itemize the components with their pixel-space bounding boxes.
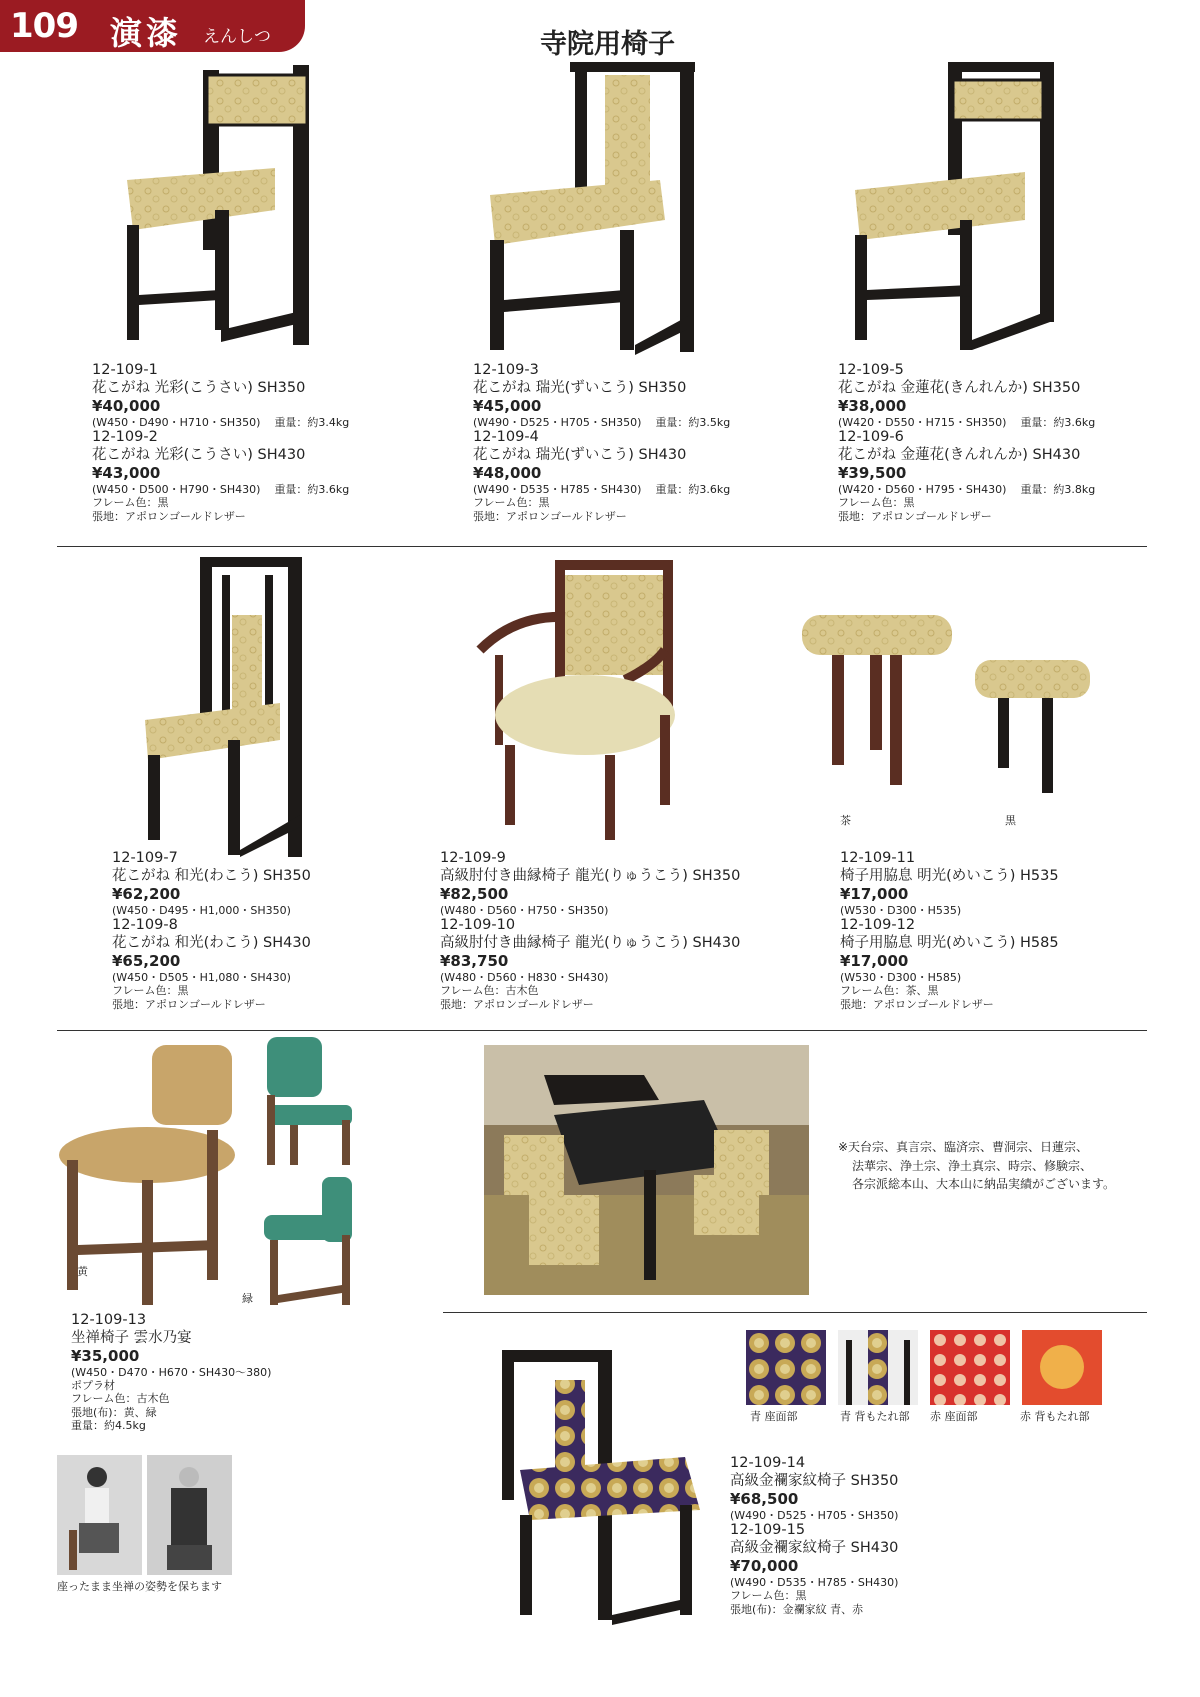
product-code: 12-109-1 [92,362,158,378]
product-dims: (W490・D535・H785・SH430) [473,482,642,496]
product-price: ¥38,000 [838,397,907,416]
frame-color: フレーム色：黒 [112,984,189,998]
product-code: 12-109-11 [840,850,916,866]
product-code: 12-109-3 [473,362,539,378]
product-price: ¥17,000 [840,952,909,971]
product-block-kinrenka [838,362,1188,523]
section-divider [443,1312,1147,1313]
product-price: ¥39,500 [838,464,907,483]
fabric: 張地：アポロンゴールドレザー [92,509,246,523]
series-kana: えんしつ [203,27,271,47]
fabric: 張地：アポロンゴールドレザー [840,997,994,1011]
chair-kinrenka-image [850,60,1065,360]
product-name: 花こがね 金蓮花(きんれんか) SH350 [838,379,1081,396]
product-price: ¥65,200 [112,952,181,971]
note-line: 各宗派総本山、大本山に納品実績がございます。 [852,1177,1116,1192]
chair-zuiko-image [485,60,720,360]
chair-wako-image [140,555,320,860]
product-block-wako [112,850,432,1011]
product-code: 12-109-8 [112,917,178,934]
armrests-meiko-image [800,610,1100,805]
product-code: 12-109-6 [838,429,904,446]
section-divider [57,546,1147,547]
product-code: 12-109-7 [112,850,178,866]
product-dims: (W420・D550・H715・SH350) [838,415,1007,429]
note-line: ※天台宗、真言宗、臨済宗、曹洞宗、日蓮宗、 [838,1140,1089,1154]
swatch-label: 青 座面部 [750,1410,798,1423]
frame-color: フレーム色：古木色 [71,1392,170,1406]
product-name: 花こがね 和光(わこう) SH430 [112,934,311,951]
product-dims: (W450・D500・H790・SH430) [92,482,261,496]
zazen-color-yellow: 黄 [77,1265,88,1278]
swatch-blue-back [838,1330,918,1405]
zazen-usage-photos [57,1455,232,1575]
product-code: 12-109-10 [440,917,516,934]
swatch-label: 赤 背もたれ部 [1020,1410,1090,1423]
zazen-chair-green-image-2 [262,1175,362,1310]
zazen-photo-caption: 座ったまま坐禅の姿勢を保ちます [57,1580,222,1593]
product-price: ¥70,000 [730,1557,799,1576]
product-block-zuiko [473,362,823,523]
product-name: 花こがね 光彩(こうさい) SH430 [92,446,306,463]
product-name: 高級金襴家紋椅子 SH430 [730,1539,899,1556]
armrest-color-black: 黒 [1005,814,1016,827]
product-price: ¥43,000 [92,464,161,483]
frame-color: フレーム色：黒 [838,496,915,510]
product-name: 坐禅椅子 雲水乃宴 [71,1329,192,1346]
sect-delivery-note [838,1138,1168,1194]
product-weight: 重量：約3.5kg [655,415,731,429]
product-name: 高級肘付き曲縁椅子 龍光(りゅうこう) SH430 [440,934,741,951]
product-block-zazen [71,1312,371,1433]
product-name: 花こがね 和光(わこう) SH350 [112,867,311,884]
fabric: 張地：アポロンゴールドレザー [440,997,594,1011]
product-dims: (W420・D560・H795・SH430) [838,482,1007,496]
material: ポプラ材 [71,1379,115,1393]
frame-color: フレーム色：古木色 [440,984,539,998]
series-title: 演漆 [110,14,183,52]
swatch-label: 青 背もたれ部 [840,1410,910,1423]
frame-color: フレーム色：黒 [92,496,169,510]
page-number: 109 [10,6,78,46]
fabric: 張地：アポロンゴールドレザー [838,509,992,523]
fabric: 張地：アポロンゴールドレザー [112,997,266,1011]
product-code: 12-109-2 [92,429,158,446]
fabric: 張地：アポロンゴールドレザー [473,509,627,523]
product-dims: (W530・D300・H535) [840,903,962,917]
product-dims: (W490・D535・H785・SH430) [730,1575,899,1589]
product-dims: (W480・D560・H750・SH350) [440,903,609,917]
swatch-label: 赤 座面部 [930,1410,978,1423]
product-dims: (W490・D525・H705・SH350) [473,415,642,429]
product-price: ¥68,500 [730,1490,799,1509]
frame-color: フレーム色：黒 [473,496,550,510]
product-code: 12-109-15 [730,1522,806,1539]
product-name: 花こがね 光彩(こうさい) SH350 [92,379,306,396]
product-weight: 重量：約3.6kg [274,482,350,496]
note-line: 法華宗、浄土宗、浄土真宗、時宗、修験宗、 [852,1158,1093,1173]
product-code: 12-109-13 [71,1312,147,1328]
product-weight: 重量：約4.5kg [71,1419,146,1433]
product-name: 高級肘付き曲縁椅子 龍光(りゅうこう) SH350 [440,867,741,884]
product-name: 花こがね 瑞光(ずいこう) SH350 [473,379,687,396]
product-name: 椅子用脇息 明光(めいこう) H535 [840,867,1059,884]
chair-kinran-kamon-image [500,1345,700,1630]
product-block-ryuko [440,850,840,1011]
product-price: ¥45,000 [473,397,542,416]
product-name: 椅子用脇息 明光(めいこう) H585 [840,934,1059,951]
product-weight: 重量：約3.6kg [655,482,731,496]
product-name: 高級金襴家紋椅子 SH350 [730,1472,899,1489]
product-dims: (W450・D470・H670・SH430〜380) [71,1365,272,1379]
swatch-red-back [1022,1330,1102,1405]
product-dims: (W450・D505・H1,080・SH430) [112,970,291,984]
temple-room-photo [484,1045,809,1295]
product-dims: (W450・D495・H1,000・SH350) [112,903,291,917]
product-price: ¥48,000 [473,464,542,483]
product-dims: (W450・D490・H710・SH350) [92,415,261,429]
product-name: 花こがね 瑞光(ずいこう) SH430 [473,446,687,463]
product-price: ¥40,000 [92,397,161,416]
product-code: 12-109-14 [730,1455,806,1471]
chair-koisai-image [125,60,325,360]
product-weight: 重量：約3.6kg [1020,415,1096,429]
product-price: ¥35,000 [71,1347,140,1366]
product-weight: 重量：約3.8kg [1020,482,1096,496]
product-block-koisai [92,362,432,523]
product-code: 12-109-5 [838,362,904,378]
product-price: ¥82,500 [440,885,509,904]
frame-color: フレーム色：黒 [730,1589,807,1603]
product-dims: (W480・D560・H830・SH430) [440,970,609,984]
product-code: 12-109-9 [440,850,506,866]
product-block-kinran [730,1455,1170,1616]
product-dims: (W490・D525・H705・SH350) [730,1508,899,1522]
product-name: 花こがね 金蓮花(きんれんか) SH430 [838,446,1081,463]
zazen-chair-green-image-1 [262,1035,362,1170]
frame-color: フレーム色：茶、黒 [840,984,939,998]
page-title: 寺院用椅子 [540,29,675,60]
product-price: ¥83,750 [440,952,509,971]
zazen-color-green: 緑 [242,1292,253,1305]
armchair-ryuko-image [475,555,705,845]
product-code: 12-109-12 [840,917,916,934]
product-block-meiko [840,850,1180,1011]
fabric: 張地(布)：黄、緑 [71,1405,157,1419]
fabric: 張地(布)：金襴家紋 青、赤 [730,1602,864,1616]
product-code: 12-109-4 [473,429,539,446]
product-weight: 重量：約3.4kg [274,415,350,429]
product-price: ¥62,200 [112,885,181,904]
swatch-red-seat [930,1330,1010,1405]
product-price: ¥17,000 [840,885,909,904]
armrest-color-brown: 茶 [840,814,851,827]
section-divider [57,1030,1147,1031]
product-dims: (W530・D300・H585) [840,970,962,984]
swatch-blue-seat [746,1330,826,1405]
